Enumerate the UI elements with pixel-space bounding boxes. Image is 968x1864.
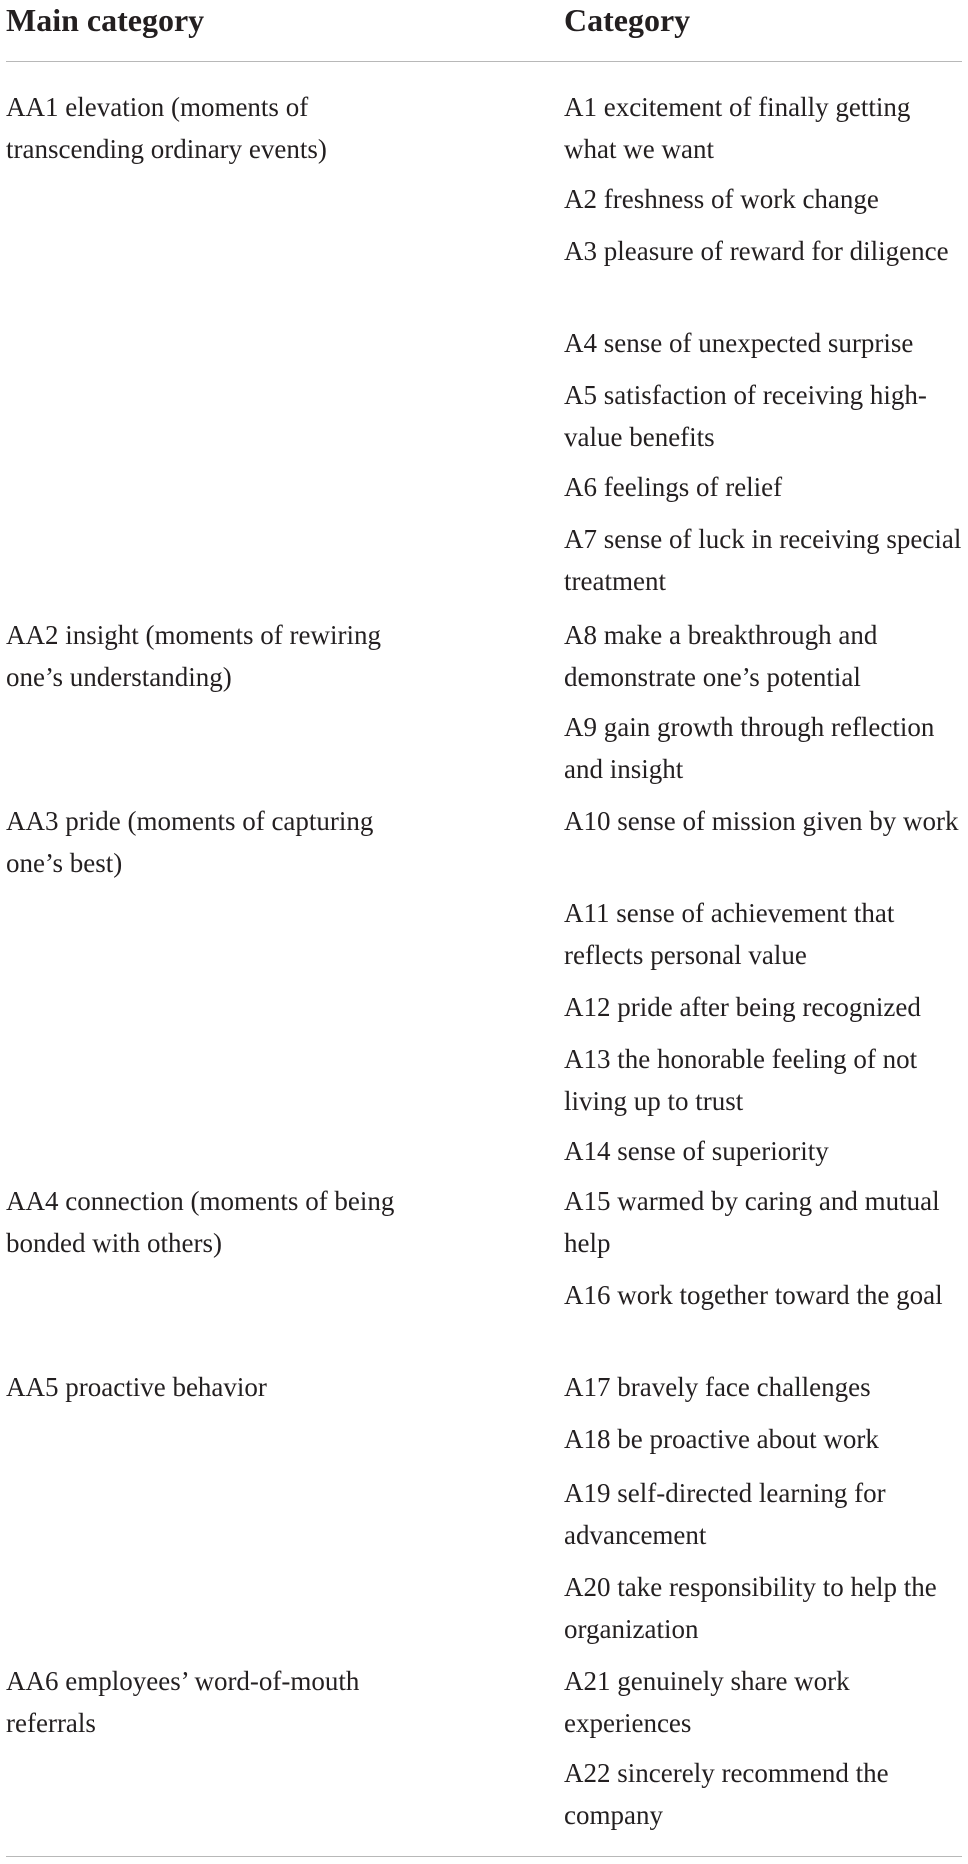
category-a8: A8 make a breakthrough and demonstrate one’s potential — [564, 620, 878, 692]
category-a2: A2 freshness of work change — [564, 184, 879, 214]
main-category-aa1: AA1 elevation (moments of transcending ordinary events) — [6, 92, 327, 164]
main-category-aa2: AA2 insight (moments of rewiring one’s understanding) — [6, 620, 381, 692]
category-a20: A20 take responsibility to help the organization — [564, 1572, 937, 1644]
category-a4: A4 sense of unexpected surprise — [564, 328, 914, 358]
category-a10: A10 sense of mission given by work — [564, 806, 959, 836]
category-a5: A5 satisfaction of receiving high-value benefits — [564, 380, 927, 452]
footer-rule — [6, 1856, 962, 1857]
category-a18: A18 be proactive about work — [564, 1424, 879, 1454]
category-a3: A3 pleasure of reward for diligence — [564, 236, 949, 266]
category-a16: A16 work together toward the goal — [564, 1280, 943, 1310]
main-category-aa4: AA4 connection (moments of being bonded with others) — [6, 1186, 395, 1258]
header-rule — [6, 61, 962, 62]
category-a13: A13 the honorable feeling of not living up to trust — [564, 1044, 918, 1116]
category-a11: A11 sense of achievement that reflects personal value — [564, 898, 895, 970]
category-a7: A7 sense of luck in receiving special treatment — [564, 524, 962, 596]
category-a9: A9 gain growth through reflection and insight — [564, 712, 935, 784]
category-a12: A12 pride after being recognized — [564, 992, 921, 1022]
main-category-aa3: AA3 pride (moments of capturing one’s best) — [6, 806, 374, 878]
category-a21: A21 genuinely share work experiences — [564, 1666, 850, 1738]
category-a19: A19 self-directed learning for advancement — [564, 1478, 886, 1550]
category-a17: A17 bravely face challenges — [564, 1372, 871, 1402]
category-a15: A15 warmed by caring and mutual help — [564, 1186, 940, 1258]
category-a14: A14 sense of superiority — [564, 1136, 829, 1166]
header-main-category: Main category — [6, 2, 205, 38]
main-category-aa5: AA5 proactive behavior — [6, 1372, 267, 1402]
category-a22: A22 sincerely recommend the company — [564, 1758, 889, 1830]
main-category-aa6: AA6 employees’ word-of-mouth referrals — [6, 1666, 360, 1738]
category-a1: A1 excitement of finally getting what we want — [564, 92, 911, 164]
category-a6: A6 feelings of relief — [564, 472, 783, 502]
header-category: Category — [564, 2, 691, 38]
